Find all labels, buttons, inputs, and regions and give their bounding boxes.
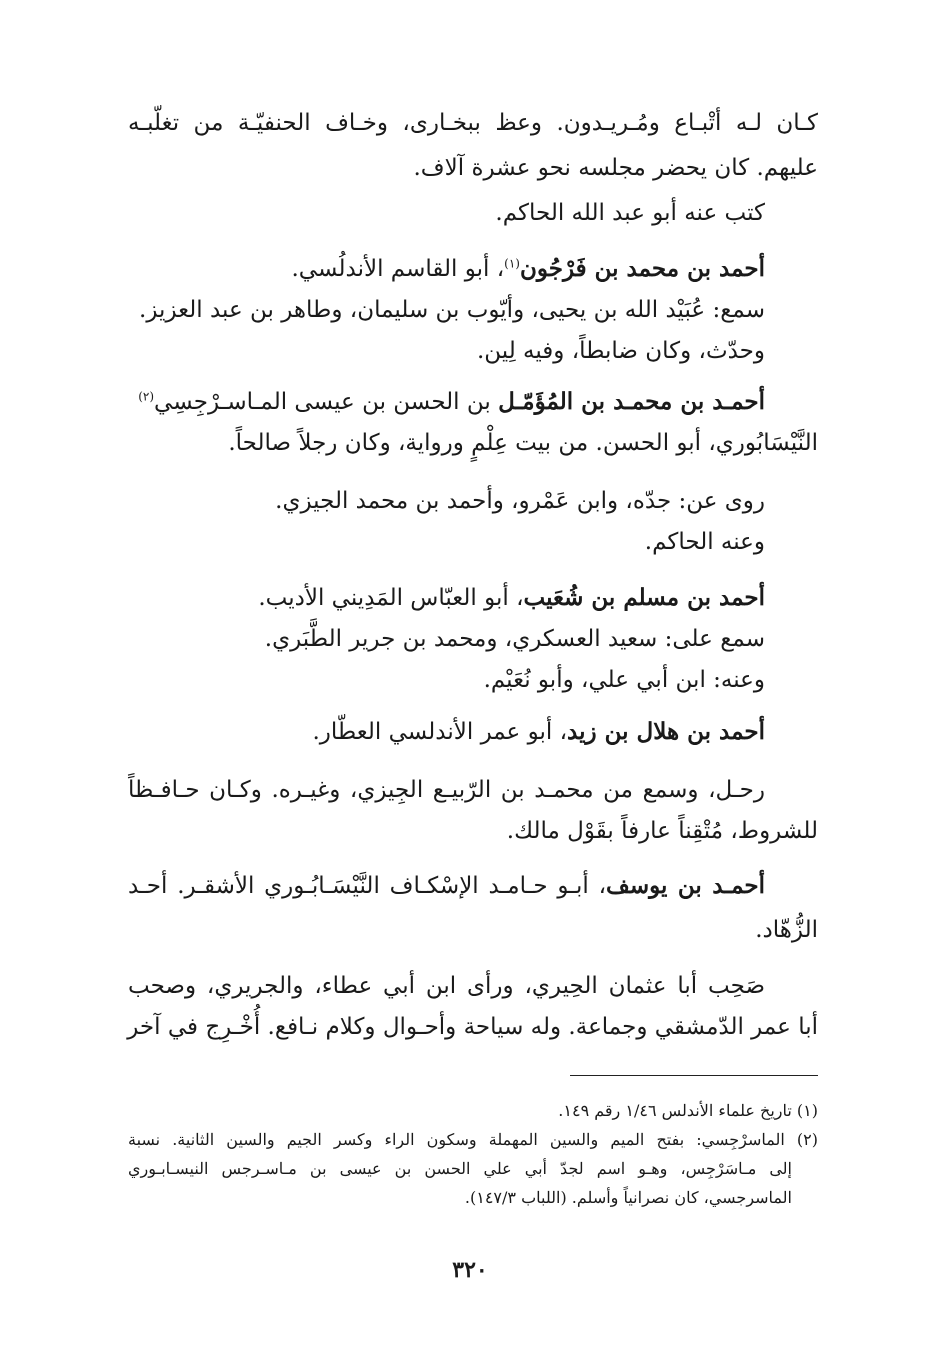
footnote-1: (١) تاريخ علماء الأندلس ١/٤٦ رقم ١٤٩. xyxy=(558,1101,818,1120)
text-line: النَّيْسَابُوري، أبو الحسن. من بيت عِلْمٍ ورواية، وكان رجلاً صالحاً. xyxy=(228,430,818,456)
text-line: سمع على: سعيد العسكري، ومحمد بن جرير الطَّبَري. xyxy=(264,626,765,652)
entry-heading-rest: بن الحسن بن عيسى المـاسـرْجِسِي xyxy=(154,389,499,415)
footnote-2-line: (٢) الماسرْجِسي: بفتح الميم والسين المهملة وسكون الراء وكسر الجيم والسين الثانية. نسبة xyxy=(128,1130,818,1149)
text-line: وحدّث، وكان ضابطاً، وفيه لِين. xyxy=(476,338,765,364)
text-line: سمع: عُبَيْد الله بن يحيى، وأيّوب بن سليمان، وطاهر بن عبد العزيز. xyxy=(139,297,765,323)
text-line: وعنه: ابن أبي علي، وأبو نُعَيْم. xyxy=(483,667,765,693)
footnote-ref: (١) xyxy=(504,256,520,271)
text-line: رحـل، وسمع من محمـد بن الرّبيـع الجِيزي، وغيـره. وكـان حـافـظاً xyxy=(128,777,765,803)
entry-heading-rest: ، أبو عمر الأندلسي العطّار. xyxy=(312,719,568,745)
entry-name: أحمد بن هلال بن زيد xyxy=(567,718,765,745)
entry-heading xyxy=(128,866,765,906)
text-line: الزُّهّاد. xyxy=(755,917,818,943)
footnote-2-line: إلى مـاسَرْجِس، وهـو اسم لجدّ أبي علي الحسن بن عيسى بن مـاسـرجس النيسـابـوري xyxy=(128,1159,792,1178)
footnote-2-line: الماسرجسي، كان نصرانياً وأسلم. (اللباب ١٤٧/٣). xyxy=(464,1188,792,1207)
entry-name: أحمد بن مسلم بن شُعَيب xyxy=(523,584,765,611)
entry-name: أحمـد بن محمـد بن المُؤَمّـل xyxy=(498,388,765,415)
entry-heading xyxy=(125,578,765,618)
text-line: أبا عمر الدّمشقي وجماعة. وله سياحة وأحـوال وكلام نـافع. أُخْـرِج في آخر xyxy=(127,1014,818,1040)
entry-heading-rest: ، أبو القاسم الأندلُسي. xyxy=(291,256,505,282)
text-line: روى عن: جدّه، وابن عَمْرو، وأحمد بن محمد الجيزي. xyxy=(275,488,765,514)
entry-heading-rest: ، أبو العبّاس المَدِيني الأديب. xyxy=(258,585,524,611)
text-line: صَحِب أبا عثمان الحِيري، ورأى ابن أبي عطاء، والجريري، وصحب xyxy=(128,973,765,999)
text-line: كـان لـه أتْبـاع ومُـريـدون. وعظ ببخـارى، وخـاف الحنفيّـة من تغلّبـه xyxy=(128,110,818,136)
entry-heading xyxy=(125,249,765,289)
entry-name: أحمـد بن يوسف xyxy=(606,872,765,899)
footnote-separator xyxy=(570,1075,818,1076)
text-line: كتب عنه أبو عبد الله الحاكم. xyxy=(495,200,765,226)
text-line: عليهم. كان يحضر مجلسه نحو عشرة آلاف. xyxy=(413,155,818,181)
entry-heading xyxy=(75,382,765,422)
footnote-ref: (٢) xyxy=(138,389,155,404)
page-number: ٣٢٠ xyxy=(452,1257,488,1283)
entry-heading xyxy=(125,712,765,752)
entry-name: أحمد بن محمد بن فَرْجُون xyxy=(519,255,765,282)
text-line: للشروط، مُتْقِناً عارفاً بقَوْل مالك. xyxy=(506,818,818,844)
text-line: وعنه الحاكم. xyxy=(644,529,765,555)
entry-heading-rest: ، أبـو حـامـد الإسْكـاف النَّيْسَـابُـوري الأشقـر. أحـد xyxy=(128,873,607,899)
